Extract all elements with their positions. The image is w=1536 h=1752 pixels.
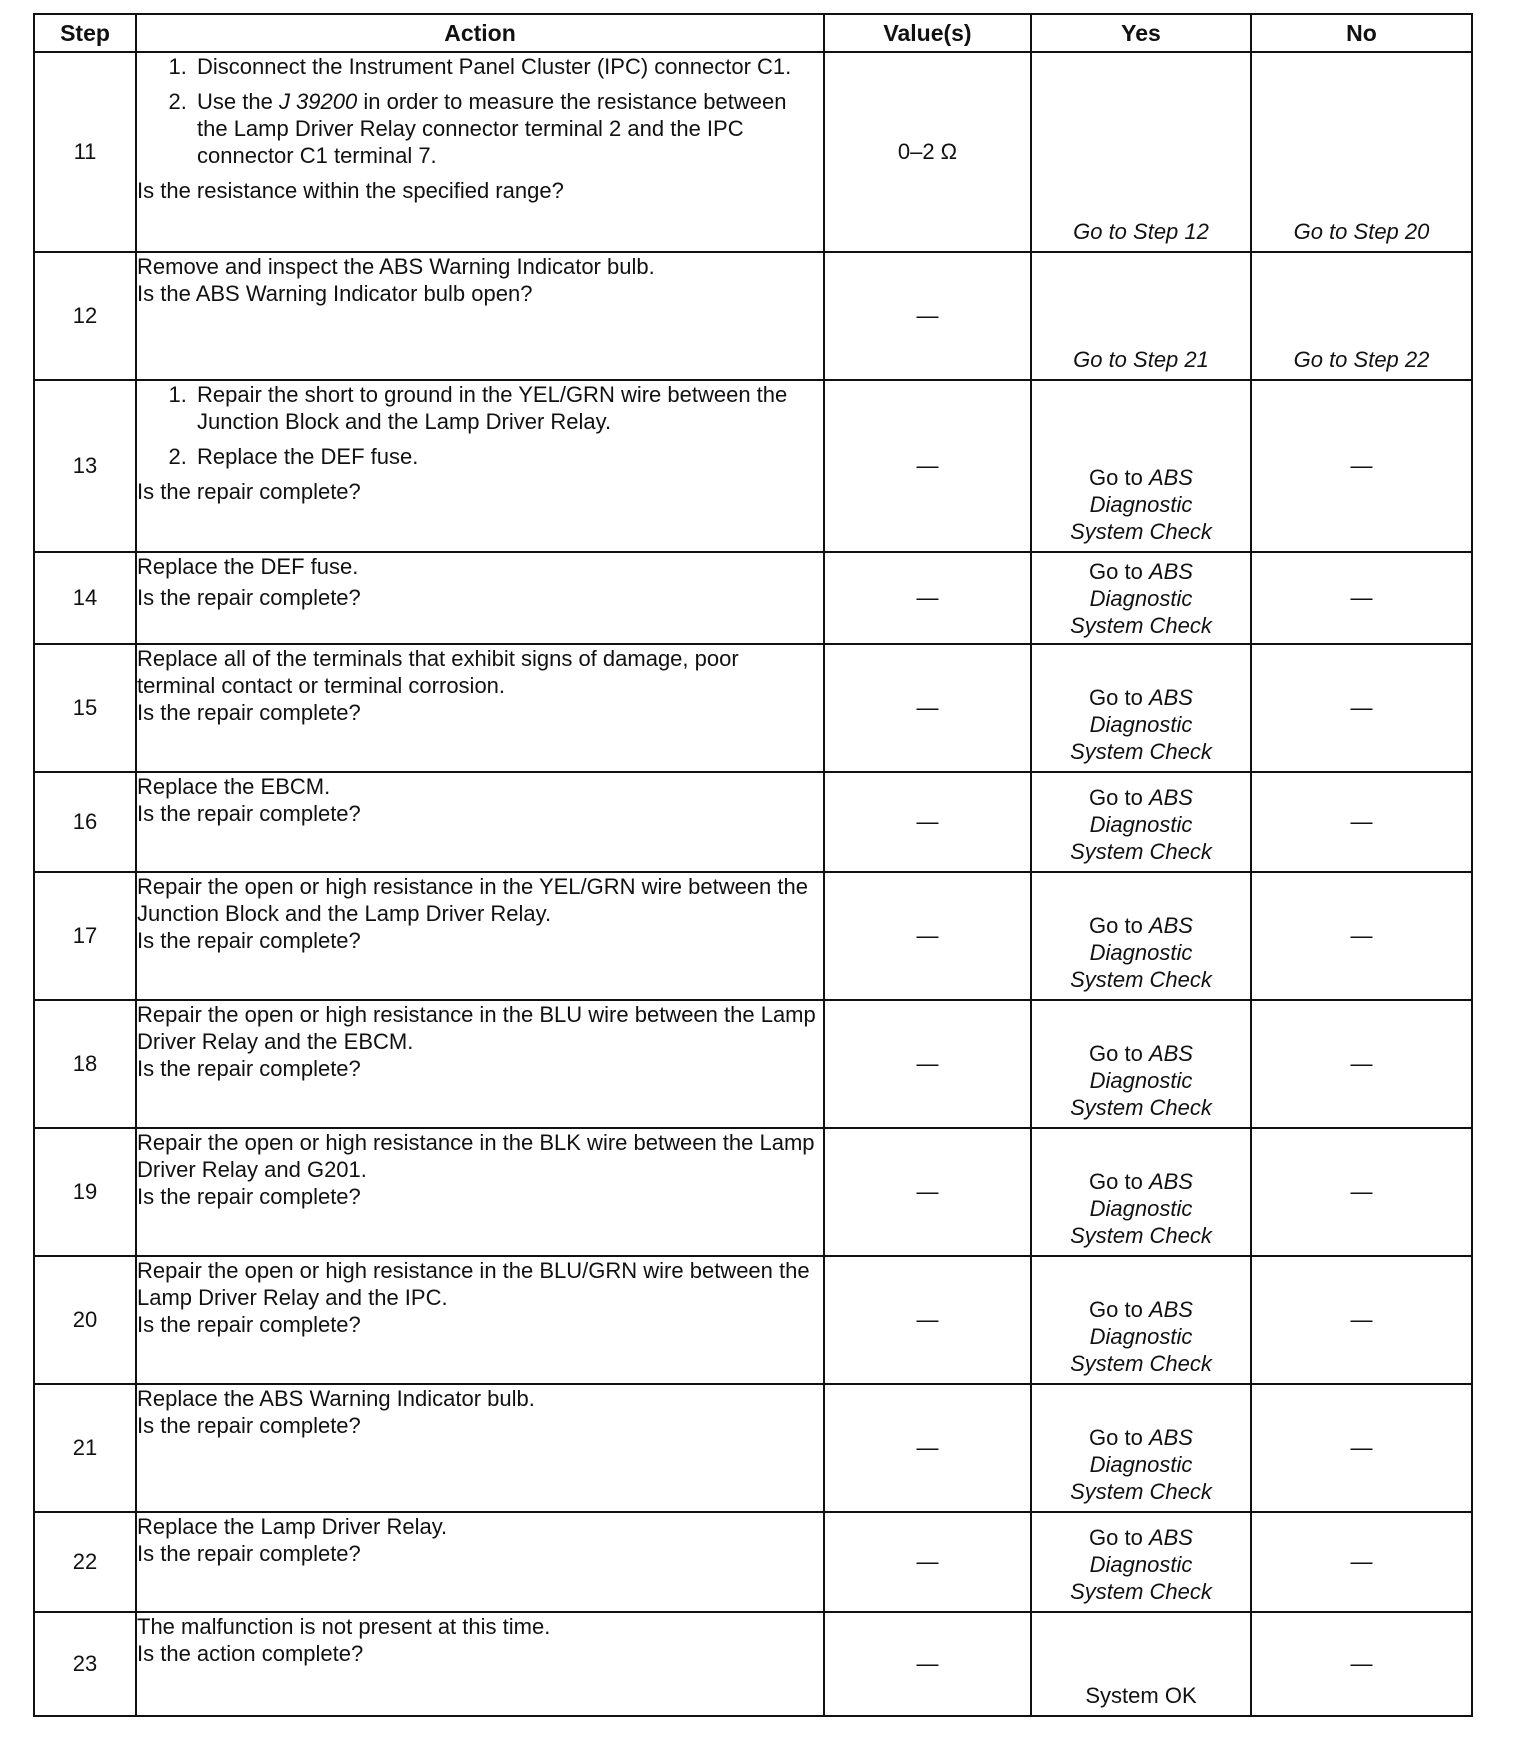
- value-cell: —: [824, 552, 1031, 644]
- action-text: Replace the EBCM.: [137, 774, 331, 799]
- table-row-step-15: [34, 644, 1472, 772]
- action-step-item: 1. Disconnect the Instrument Panel Cluster (IPC) connector C1.: [193, 53, 823, 80]
- yes-link[interactable]: Go to ABS Diagnostic System Check: [1070, 1297, 1212, 1376]
- step-number: 16: [34, 772, 136, 872]
- yes-cell: [1031, 772, 1251, 872]
- header-no: No: [1251, 14, 1472, 52]
- value-cell: —: [824, 380, 1031, 552]
- no-cell: —: [1251, 872, 1472, 1000]
- yes-cell: [1031, 52, 1251, 252]
- yes-link[interactable]: Go to ABS Diagnostic System Check: [1070, 685, 1212, 764]
- system-ok-text: System OK: [1085, 1683, 1197, 1708]
- no-cell: —: [1251, 1256, 1472, 1384]
- table-row-step-20: [34, 1256, 1472, 1384]
- action-question: Is the repair complete?: [137, 1056, 361, 1081]
- no-cell: [1251, 52, 1472, 252]
- no-cell: —: [1251, 1512, 1472, 1612]
- yes-cell: [1031, 872, 1251, 1000]
- action-text: The malfunction is not present at this time.: [137, 1614, 551, 1639]
- action-text: Repair the open or high resistance in the BLU/GRN wire between the Lamp Driver Relay and the IPC.: [137, 1258, 810, 1310]
- action-question: Is the repair complete?: [137, 1541, 361, 1566]
- action-question: Is the repair complete?: [137, 479, 361, 504]
- action-cell: [136, 872, 824, 1000]
- step-number: 14: [34, 552, 136, 644]
- action-steps-list: [137, 53, 823, 177]
- no-link[interactable]: Go to Step 22: [1293, 347, 1430, 372]
- tool-name: J 39200: [278, 89, 358, 114]
- value-cell: 0–2 Ω: [824, 52, 1031, 252]
- yes-link[interactable]: Go to ABS Diagnostic System Check: [1070, 1525, 1212, 1604]
- action-question: Is the ABS Warning Indicator bulb open?: [137, 281, 533, 306]
- no-cell: —: [1251, 552, 1472, 644]
- action-text: Replace the Lamp Driver Relay.: [137, 1514, 448, 1539]
- action-steps-list: [137, 381, 823, 478]
- action-question: Is the action complete?: [137, 1641, 364, 1666]
- yes-link[interactable]: Go to ABS Diagnostic System Check: [1070, 465, 1212, 544]
- no-cell: —: [1251, 1000, 1472, 1128]
- action-cell: [136, 552, 824, 644]
- diagnostic-table: [33, 13, 1473, 1717]
- action-text: Remove and inspect the ABS Warning Indicator bulb.: [137, 254, 655, 279]
- header-action: Action: [136, 14, 824, 52]
- step-number: 18: [34, 1000, 136, 1128]
- action-question: Is the repair complete?: [137, 1312, 361, 1337]
- value-cell: —: [824, 1000, 1031, 1128]
- action-cell: [136, 1128, 824, 1256]
- value-cell: —: [824, 644, 1031, 772]
- yes-link[interactable]: Go to ABS Diagnostic System Check: [1070, 785, 1212, 864]
- yes-link[interactable]: Go to ABS Diagnostic System Check: [1070, 1041, 1212, 1120]
- value-cell: —: [824, 1512, 1031, 1612]
- table-row-step-17: [34, 872, 1472, 1000]
- value-cell: —: [824, 872, 1031, 1000]
- action-text: Repair the open or high resistance in the YEL/GRN wire between the Junction Block and the Lamp Driver Relay.: [137, 874, 808, 926]
- step-number: 20: [34, 1256, 136, 1384]
- value-cell: —: [824, 1128, 1031, 1256]
- no-cell: —: [1251, 1128, 1472, 1256]
- table-row-step-18: [34, 1000, 1472, 1128]
- yes-cell: [1031, 1256, 1251, 1384]
- yes-link[interactable]: Go to ABS Diagnostic System Check: [1070, 913, 1212, 992]
- action-question: Is the resistance within the specified range?: [137, 178, 564, 203]
- table-row-step-13: [34, 380, 1472, 552]
- action-step-item: 2. Use the J 39200 in order to measure the resistance between the Lamp Driver Relay connector terminal 2 and the IPC connector C1 terminal 7.: [193, 88, 823, 169]
- no-cell: —: [1251, 1612, 1472, 1716]
- action-question: Is the repair complete?: [137, 700, 361, 725]
- yes-link[interactable]: Go to ABS Diagnostic System Check: [1070, 1169, 1212, 1248]
- header-values: Value(s): [824, 14, 1031, 52]
- yes-cell: [1031, 552, 1251, 644]
- action-cell: [136, 1000, 824, 1128]
- yes-cell: [1031, 252, 1251, 380]
- step-number: 13: [34, 380, 136, 552]
- yes-cell: [1031, 1384, 1251, 1512]
- action-cell: [136, 380, 824, 552]
- step-number: 19: [34, 1128, 136, 1256]
- step-number: 22: [34, 1512, 136, 1612]
- table-row-step-14: [34, 552, 1472, 644]
- no-cell: —: [1251, 380, 1472, 552]
- action-question: Is the repair complete?: [137, 1413, 361, 1438]
- yes-link[interactable]: Go to ABS Diagnostic System Check: [1070, 1425, 1212, 1504]
- value-cell: —: [824, 1384, 1031, 1512]
- table-row-step-12: [34, 252, 1472, 380]
- action-cell: [136, 52, 824, 252]
- table-row-step-22: [34, 1512, 1472, 1612]
- action-question: Is the repair complete?: [137, 1184, 361, 1209]
- yes-link[interactable]: Go to Step 12: [1073, 219, 1209, 244]
- table-row-step-23: [34, 1612, 1472, 1716]
- action-text: Replace the ABS Warning Indicator bulb.: [137, 1386, 535, 1411]
- action-cell: [136, 252, 824, 380]
- table-row-step-16: [34, 772, 1472, 872]
- step-number: 23: [34, 1612, 136, 1716]
- table-row-step-19: [34, 1128, 1472, 1256]
- header-step: Step: [34, 14, 136, 52]
- table-row-step-11: [34, 52, 1472, 252]
- value-cell: —: [824, 1256, 1031, 1384]
- step-number: 12: [34, 252, 136, 380]
- yes-cell: [1031, 644, 1251, 772]
- no-cell: —: [1251, 1384, 1472, 1512]
- action-cell: [136, 1612, 824, 1716]
- action-text: Repair the open or high resistance in the BLK wire between the Lamp Driver Relay and G201.: [137, 1130, 815, 1182]
- yes-cell: [1031, 1512, 1251, 1612]
- step-number: 17: [34, 872, 136, 1000]
- yes-link[interactable]: Go to ABS Diagnostic System Check: [1070, 558, 1212, 638]
- action-cell: [136, 644, 824, 772]
- no-link[interactable]: Go to Step 20: [1293, 219, 1430, 244]
- action-question: Is the repair complete?: [137, 585, 361, 610]
- table-row-step-21: [34, 1384, 1472, 1512]
- no-cell: —: [1251, 644, 1472, 772]
- yes-cell: [1031, 1000, 1251, 1128]
- action-cell: [136, 772, 824, 872]
- yes-cell: [1031, 380, 1251, 552]
- value-cell: —: [824, 252, 1031, 380]
- action-cell: [136, 1512, 824, 1612]
- step-number: 21: [34, 1384, 136, 1512]
- value-cell: —: [824, 772, 1031, 872]
- action-text: Replace all of the terminals that exhibit signs of damage, poor terminal contact or terminal corrosion.: [137, 646, 739, 698]
- action-cell: [136, 1256, 824, 1384]
- yes-cell: [1031, 1612, 1251, 1716]
- header-row: [34, 14, 1472, 52]
- action-text: Repair the open or high resistance in the BLU wire between the Lamp Driver Relay and the EBCM.: [137, 1002, 816, 1054]
- action-question: Is the repair complete?: [137, 801, 361, 826]
- step-number: 11: [34, 52, 136, 252]
- action-text: Replace the DEF fuse.: [137, 554, 359, 579]
- no-cell: [1251, 252, 1472, 380]
- action-cell: [136, 1384, 824, 1512]
- action-question: Is the repair complete?: [137, 928, 361, 953]
- action-step-item: 1. Repair the short to ground in the YEL/GRN wire between the Junction Block and the Lamp Driver Relay.: [193, 381, 823, 435]
- action-step-item: 2. Replace the DEF fuse.: [193, 443, 823, 470]
- yes-cell: [1031, 1128, 1251, 1256]
- step-number: 15: [34, 644, 136, 772]
- header-yes: Yes: [1031, 14, 1251, 52]
- no-cell: —: [1251, 772, 1472, 872]
- value-cell: —: [824, 1612, 1031, 1716]
- yes-link[interactable]: Go to Step 21: [1073, 347, 1209, 372]
